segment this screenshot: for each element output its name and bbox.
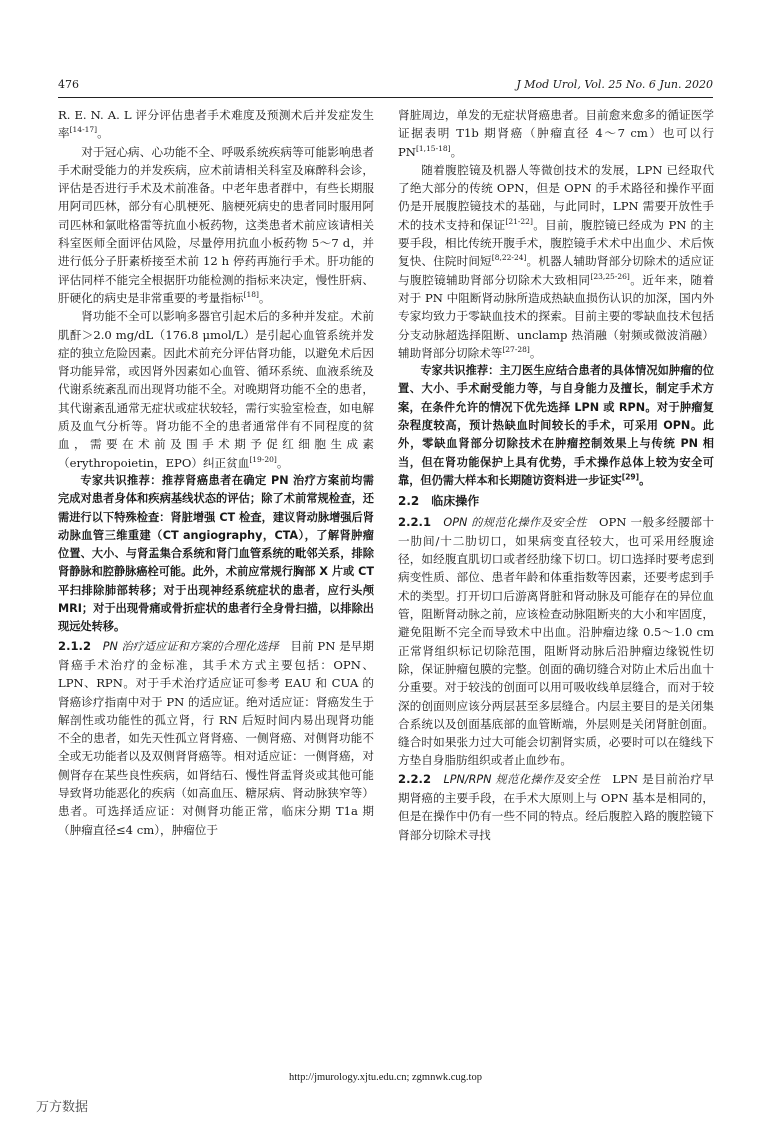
running-header bbox=[58, 78, 713, 96]
expert-consensus-paragraph: 专家共识推荐：推荐肾癌患者在确定 PN 治疗方案前均需完成对患者身体和疾病基线状态的评估；除了术前常规检查，还需进行以下特殊检查：肾脏增强 CT 检查，建议肾动脉增强后肾动脉血管三维重建（CT angiography，CTA），了解肾肿瘤位置、大小、与肾盂集合系统和肾门血管系统的毗邻关系，排除肾静脉和腔静脉癌栓可能。此外，术前应常规行胸部 X 片或 CT 平扫排除肺部转移；对于出现神经系统症状的患者，应行头颅 MRI；对于出现骨痛或骨折症状的患者行全身骨扫描，以排除出现远处转移。 bbox=[58, 473, 374, 634]
citation-ref[interactable]: [21-22] bbox=[505, 216, 533, 226]
subsection-title: LPN/RPN 规范化操作及安全性 bbox=[443, 772, 601, 786]
section-heading: 2.2 临床操作 bbox=[398, 494, 480, 509]
expert-consensus-paragraph: 专家共识推荐：主刀医生应结合患者的具体情况如肿瘤的位置、大小、手术耐受能力等，与自身能力及擅长，制定手术方案，在条件允许的情况下优先选择 LPN 或 RPN。对于肿瘤复杂程度较高，预计热缺血时间较长的手术，可采用 OPN。此外，零缺血肾部分切除技术在肿瘤控制效果上与传统 PN 相当，但在肾功能保护上具有优势，手术操作总体上较为安全可靠，但仍需大样本和长期随访资料进一步证实[29]。 bbox=[398, 364, 714, 487]
right-column bbox=[398, 106, 714, 844]
paragraph: 随着腹腔镜及机器人等微创技术的发展，LPN 已经取代了绝大部分的传统 OPN，但是 OPN 的手术路径和操作平面仍是开展腹腔镜技术的基础，与此同时，LPN 需要开放性手术的技术支持和保证[21-22]。目前，腹腔镜已经成为 PN 的主要手段，相比传统开腹手术，腹腔镜手术术中出血少、术后恢复快、住院时间短[8,22-24]。机器人辅助肾部分切除术的适应证与腹腔镜辅助肾部分切除术大致相同[23,25-26]。近年来，随着对于 PN 中阻断肾动脉所造成热缺血损伤认识的加深，国内外专家均致力于零缺血技术的探索。目前主要的零缺血技术包括分支动脉超选择阻断、unclamp 热消融（射频或微波消融）辅助肾部分切除术等[27-28]。 bbox=[398, 162, 714, 360]
citation-ref[interactable]: [29] bbox=[621, 472, 640, 482]
subsection-number: 2.2.2 bbox=[398, 771, 432, 786]
journal-citation: J Mod Urol, Vol. 25 No. 6 Jun. 2020 bbox=[516, 78, 713, 91]
paragraph: R. E. N. A. L 评分评估患者手术难度及预测术后并发症发生率[14-17]。 bbox=[58, 108, 374, 141]
header-rule bbox=[58, 97, 713, 98]
left-column bbox=[58, 106, 374, 839]
citation-ref[interactable]: [18] bbox=[243, 290, 259, 300]
paragraph: 对于冠心病、心功能不全、呼吸系统疾病等可能影响患者手术耐受能力的并发疾病，应术前请相关科室及麻醉科会诊，评估是否进行手术及术前准备。中老年患者群中，有些长期服用阿司匹林，部分有心肌梗死、脑梗死病史的患者同时服用阿司匹林和氯吡格雷等抗血小板药物，这类患者术前应该请相关科室医师全面评估风险，尽量停用抗血小板药物 5～7 d，并进行低分子肝素桥接至术前 12 h 停药再施行手术。肝功能的评估同样不能完全根据肝功能检测的指标来决定，慢性肝病、肝硬化的病史是非常重要的考量指标[18]。 bbox=[58, 144, 374, 305]
citation-ref[interactable]: [23,25-26] bbox=[590, 271, 630, 281]
citation-ref[interactable]: [14-17] bbox=[69, 125, 98, 135]
page-number: 476 bbox=[58, 78, 79, 91]
citation-ref[interactable]: [8,22-24] bbox=[491, 253, 527, 263]
subsection-number: 2.1.2 bbox=[58, 638, 92, 653]
citation-ref[interactable]: [27-28] bbox=[502, 345, 530, 354]
footer-url[interactable]: http://jmurology.xjtu.edu.cn; zgmnwk.cug.top bbox=[289, 1072, 482, 1083]
subsection-title: OPN 的规范化操作及安全性 bbox=[443, 515, 587, 529]
subsection-number: 2.2.1 bbox=[398, 514, 432, 529]
citation-ref[interactable]: [19-20] bbox=[249, 454, 277, 464]
subsection-paragraph: 2.2.2 LPN/RPN 规范化操作及安全性 LPN 是目前治疗早期肾癌的主要手段，在手术大原则上与 OPN 基本是相同的，但是在操作中仍有一些不同的特点。经后腹腔入路的腹腔镜下肾部分切除术寻找 bbox=[398, 771, 714, 842]
citation-ref[interactable]: [1,15-18] bbox=[415, 143, 451, 153]
subsection-paragraph: 2.2.1 OPN 的规范化操作及安全性 OPN 一般多经腰部十一肋间/十二肋切口，如果病变直径较大，也可采用经腹途径，如经腹直肌切口或者经肋缘下切口。切口选择时要考虑到病变性质、部位、患者年龄和体重指数等因素，还要考虑到手术的类型。打开切口后游离肾脏和肾动脉及可能存在的异位血管，阻断肾动脉之前，应该检查动脉阻断夹的大小和牢固度，避免阻断不完全而导致术中出血。沿肿瘤边缘 0.5～1.0 cm 正常肾组织标记切除范围，阻断肾动脉后沿肿瘤边缘锐性切除，保证肿瘤包膜的完整。创面的确切缝合对防止术后出血十分重要。对于较浅的创面可以用可吸收线单层缝合，而对于较深的创面则应该分两层甚至多层缝合。内层主要目的是关闭集合系统以及创面基底部的血管断端，外层则是关闭肾脏创面。缝合时如果张力过大可能会切割肾实质，必要时可以在缝线下方垫自身脂肪组织或者止血纱布。 bbox=[398, 514, 714, 768]
paragraph: 肾功能不全可以影响多器官引起术后的多种并发症。术前肌酐＞2.0 mg/dL（176.8 μmol/L）是引起心血管系统并发症的独立危险因素。因此术前充分评估肾功能，以避免术后因肾功能异常，或因肾外因素如心血管、循环系统、血液系统及代谢系统紊乱而出现肾功能不全。对晚期肾功能不全的患者，其代谢紊乱通常无症状或症状较轻，需行实验室检查，如电解质及血气分析等。肾功能不全的患者通常伴有不同程度的贫血，需要在术前及围手术期予促红细胞生成素（erythropoietin，EPO）纠正贫血[19-20]。 bbox=[58, 309, 374, 470]
paragraph: 肾脏周边，单发的无症状肾癌患者。目前愈来愈多的循证医学证据表明 T1b 期肾癌（肿瘤直径 4～7 cm）也可以行 PN[1,15-18]。 bbox=[398, 108, 714, 159]
wanfang-brand: 万方数据 bbox=[36, 1100, 89, 1115]
subsection-title: PN 治疗适应证和方案的合理化选择 bbox=[102, 639, 279, 653]
subsection-paragraph: 2.1.2 PN 治疗适应证和方案的合理化选择 目前 PN 是早期肾癌手术治疗的金标准，其手术方式主要包括：OPN、LPN、RPN。对于手术治疗适应证可参考 EAU 和 CUA 的肾癌诊疗指南中对于 PN 的适应证。绝对适应证：肾癌发生于解剖性或功能性的孤立肾，行 RN 后短时间内易出现肾功能不全的患者，如先天性孤立肾肾癌、一侧肾癌、对侧肾功能不全或无功能者以及双侧肾肾癌等。相对适应证：一侧肾癌，对侧肾存在某些良性疾病，如肾结石、慢性肾盂肾炎或其他可能导致肾功能恶化的疾病（如高血压、糖尿病、肾动脉狭窄等）患者。可选择适应证：对侧肾功能正常，临床分期 T1a 期（肿瘤直径≤4 cm），肿瘤位于 bbox=[58, 638, 374, 837]
